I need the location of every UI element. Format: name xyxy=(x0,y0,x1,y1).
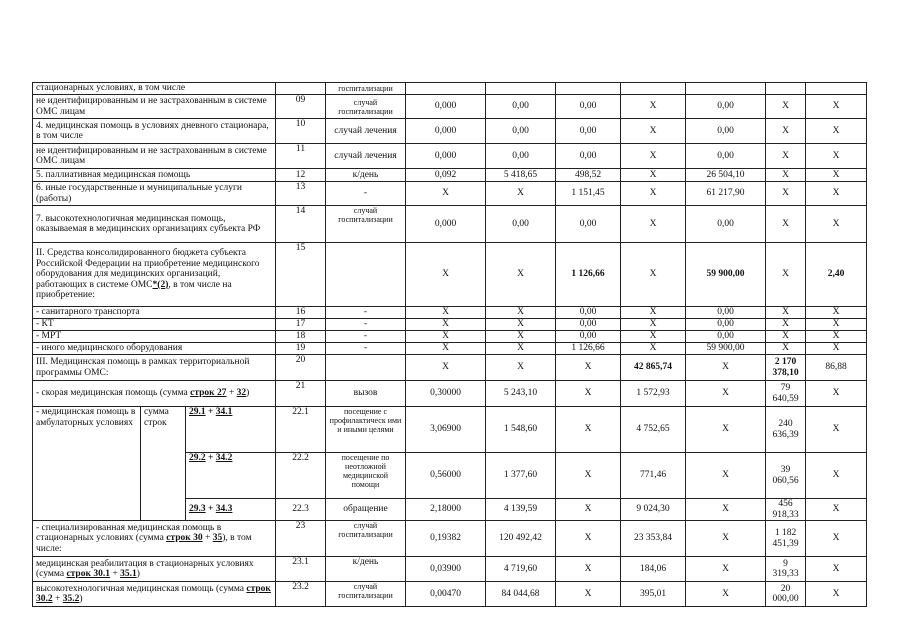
row-name: 5. паллиативная медицинская помощь xyxy=(33,169,276,182)
row-unit: случай госпитализации xyxy=(326,521,406,557)
row-ref-link[interactable]: 29.3 xyxy=(189,504,206,515)
table-row: - санитарного транспорта 16 - Х Х 0,00 Х 0,00 Х Х xyxy=(33,307,867,319)
row-name: - скорая медицинская помощь (сумма строк 27 + 32) xyxy=(33,381,276,407)
row-unit: госпитализации xyxy=(326,83,406,95)
table-row: 29.2 + 34.2 22.2 посещение по неотложной медицинской помощи 0,56000 1 377,60 Х 771,46 Х 39 060,56 Х xyxy=(33,453,867,499)
row-code: 21 xyxy=(276,381,326,407)
table-row: не идентифицированным и не застрахованным в системе ОМС лицам 09 случай госпитализации 0,000 0,00 0,00 Х 0,00 Х Х xyxy=(33,95,867,119)
row-name: 7. высокотехнологичная медицинская помощь, оказываемая в медицинских организациях субъекта РФ xyxy=(33,206,276,243)
row-unit xyxy=(326,355,406,381)
row-name: - иного медицинского оборудования xyxy=(33,343,276,355)
row-code: 12 xyxy=(276,169,326,182)
row-name: высокотехнологичная медицинская помощь (сумма строк 30.2 + 35.2) xyxy=(33,582,276,607)
row-unit: случай госпитализации xyxy=(326,582,406,607)
table-row: медицинская реабилитация в стационарных условиях (сумма строк 30.1 + 35.1) 23.1 к/день 0,03900 4 719,60 Х 184,06 Х 9 319,33 Х xyxy=(33,557,867,582)
row-ref-link[interactable]: 35 xyxy=(212,533,223,544)
row-code: 23 xyxy=(276,521,326,557)
row-name: стационарных условиях, в том числе xyxy=(33,83,276,95)
table-row: - скорая медицинская помощь (сумма строк 27 + 32) 21 вызов 0,30000 5 243,10 Х 1 572,93 Х 79 640,59 Х xyxy=(33,381,867,407)
table-row: 4. медицинская помощь в условиях дневного стационара, в том числе 10 случай лечения 0,000 0,00 0,00 Х 0,00 Х Х xyxy=(33,119,867,144)
row-name: - МРТ xyxy=(33,331,276,343)
row-name: III. Медицинская помощь в рамках территориальной программы ОМС: xyxy=(33,355,276,381)
budget-table xyxy=(32,82,867,607)
table-row: не идентифицированным и не застрахованным в системе ОМС лицам 11 случай лечения 0,000 0,00 0,00 Х 0,00 Х Х xyxy=(33,144,867,169)
table-row: - специализированная медицинская помощь в стационарных условиях (сумма строк 30 + 35), в том числе: 23 случай госпитализации 0,19382 120 492,42 Х 23 353,84 Х 1 182 451,39 Х xyxy=(33,521,867,557)
row-unit: - xyxy=(326,319,406,331)
row-unit: случай госпитализации xyxy=(326,206,406,243)
row-unit: посещение с профилактическ ими и иными целями xyxy=(326,407,406,453)
document-page xyxy=(32,82,867,607)
table-row xyxy=(33,83,867,95)
table-row: II. Средства консолидированного бюджета субъекта Российской Федерации на приобретение медицинского оборудования для медицинских организаций, работающих в системе ОМС*(2), в том числе на приобретение: 15 Х Х 1 126,66 Х 59 900,00 Х 2,40 xyxy=(33,243,867,307)
table-row: - МРТ 18 - Х Х 0,00 Х 0,00 Х Х xyxy=(33,331,867,343)
footnote-link[interactable]: *(2) xyxy=(152,279,169,290)
row-name: - специализированная медицинская помощь в стационарных условиях (сумма строк 30 + 35), в том числе: xyxy=(33,521,276,557)
row-name: не идентифицированным и не застрахованным в системе ОМС лицам xyxy=(33,95,276,119)
row-name: - КТ xyxy=(33,319,276,331)
row-ref-link[interactable]: 35.1 xyxy=(120,569,137,579)
row-unit: - xyxy=(326,307,406,319)
row-unit: случай госпитализации xyxy=(326,95,406,119)
row-code: 22.3 xyxy=(276,499,326,521)
row-unit: - xyxy=(326,343,406,355)
row-code: 13 xyxy=(276,182,326,206)
table-row: высокотехнологичная медицинская помощь (сумма строк 30.2 + 35.2) 23.2 случай госпитализации 0,00470 84 044,68 Х 395,01 Х 20 000,00 Х xyxy=(33,582,867,607)
row-code xyxy=(276,83,326,95)
table-row: 5. паллиативная медицинская помощь 12 к/день 0,092 5 418,65 498,52 Х 26 504,10 Х Х xyxy=(33,169,867,182)
row-unit: к/день xyxy=(326,169,406,182)
row-ref-link[interactable]: строк 30.2 xyxy=(36,583,271,604)
row-ref-link[interactable]: 29.2 xyxy=(189,453,206,463)
row-unit: обращение xyxy=(326,499,406,521)
row-code: 22.1 xyxy=(276,407,326,453)
row-ref-link[interactable]: 34.3 xyxy=(215,504,233,515)
row-ref-link[interactable]: 34.1 xyxy=(215,407,233,417)
row-ref-link[interactable]: строк 30 xyxy=(166,533,203,544)
row-name: II. Средства консолидированного бюджета субъекта Российской Федерации на приобретение медицинского оборудования для медицинских организаций, работающих в системе ОМС*(2), в том числе на приобретение: xyxy=(33,243,276,307)
row-ref-link[interactable]: 34.2 xyxy=(215,453,233,463)
row-ref-link[interactable]: строк 27 xyxy=(190,388,227,399)
table-row: III. Медицинская помощь в рамках территориальной программы ОМС: 20 Х Х Х 42 865,74 Х 2 170 378,10 86,88 xyxy=(33,355,867,381)
table-row: 7. высокотехнологичная медицинская помощь, оказываемая в медицинских организациях субъекта РФ 14 случай госпитализации 0,000 0,00 0,00 Х 0,00 Х Х xyxy=(33,206,867,243)
table-row: 6. иные государственные и муниципальные услуги (работы) 13 - Х Х 1 151,45 Х 61 217,90 Х Х xyxy=(33,182,867,206)
table-row: - медицинская помощь в амбулаторных условиях сумма строк 29.1 + 34.1 22.1 посещение с профилактическ ими и иными целями 3,06900 1 548,60 Х 4 752,65 Х 240 636,39 Х xyxy=(33,407,867,453)
row-code: 18 xyxy=(276,331,326,343)
row-code: 10 xyxy=(276,119,326,144)
row-name: 4. медицинская помощь в условиях дневного стационара, в том числе xyxy=(33,119,276,144)
row-name: медицинская реабилитация в стационарных условиях (сумма строк 30.1 + 35.1) xyxy=(33,557,276,582)
row-name: - санитарного транспорта xyxy=(33,307,276,319)
row-name: не идентифицированным и не застрахованным в системе ОМС лицам xyxy=(33,144,276,169)
row-unit xyxy=(326,243,406,307)
row-code: 23.1 xyxy=(276,557,326,582)
ambulatory-subrow-ref: 29.3 + 34.3 xyxy=(186,499,276,521)
ambulatory-sum-label: сумма строк xyxy=(141,407,186,521)
row-code: 09 xyxy=(276,95,326,119)
row-code: 16 xyxy=(276,307,326,319)
table-row: 29.3 + 34.3 22.3 обращение 2,18000 4 139,59 Х 9 024,30 Х 456 918,33 Х xyxy=(33,499,867,521)
row-unit: к/день xyxy=(326,557,406,582)
row-ref-link[interactable]: 32 xyxy=(236,388,247,399)
row-code: 15 xyxy=(276,243,326,307)
table-row: - иного медицинского оборудования 19 - Х Х 1 126,66 Х 59 900,00 Х Х xyxy=(33,343,867,355)
row-ref-link[interactable]: 29.1 xyxy=(189,407,206,417)
ambulatory-subrow-ref: 29.1 + 34.1 xyxy=(186,407,276,453)
table-row: - КТ 17 - Х Х 0,00 Х 0,00 Х Х xyxy=(33,319,867,331)
row-code: 20 xyxy=(276,355,326,381)
row-unit: случай лечения xyxy=(326,144,406,169)
row-unit: - xyxy=(326,182,406,206)
row-code: 19 xyxy=(276,343,326,355)
row-code: 14 xyxy=(276,206,326,243)
row-name: 6. иные государственные и муниципальные услуги (работы) xyxy=(33,182,276,206)
row-code: 11 xyxy=(276,144,326,169)
row-ref-link[interactable]: строк 30.1 xyxy=(66,569,110,579)
row-code: 23.2 xyxy=(276,582,326,607)
ambulatory-subrow-ref: 29.2 + 34.2 xyxy=(186,453,276,499)
row-code: 22.2 xyxy=(276,453,326,499)
row-unit: случай лечения xyxy=(326,119,406,144)
row-ref-link[interactable]: 35.2 xyxy=(62,594,80,604)
row-unit: - xyxy=(326,331,406,343)
row-code: 17 xyxy=(276,319,326,331)
row-unit: посещение по неотложной медицинской помощи xyxy=(326,453,406,499)
ambulatory-label: - медицинская помощь в амбулаторных условиях xyxy=(33,407,141,521)
row-unit: вызов xyxy=(326,381,406,407)
